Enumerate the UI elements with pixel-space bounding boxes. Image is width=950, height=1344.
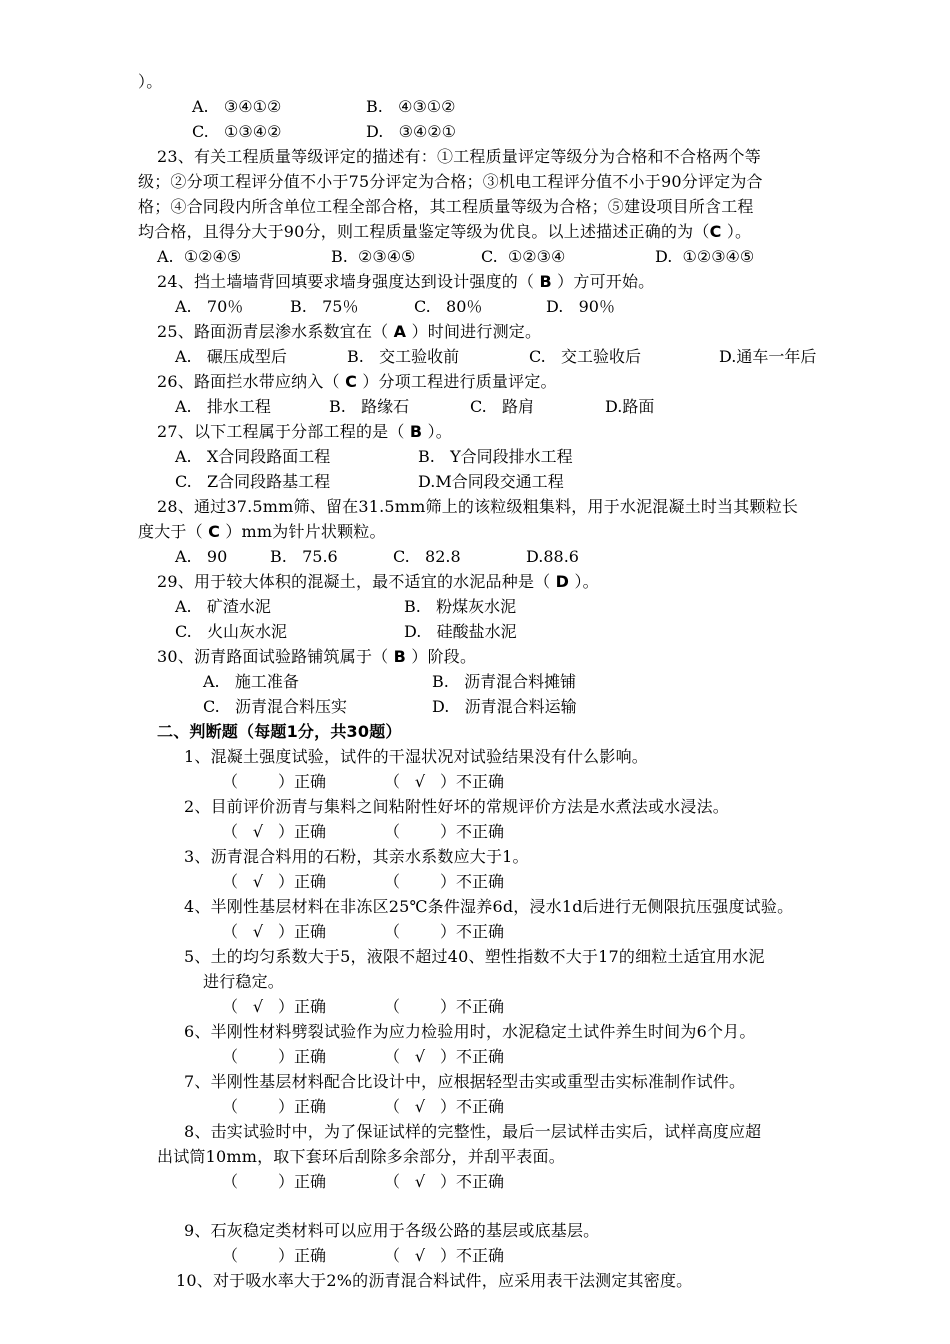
q23-line-4: 均合格，且得分大于90分，则工程质量鉴定等级为优良。以上述描述正确的为（C ）。 [138,222,752,241]
q25-option-d: D.通车一年后 [719,347,817,366]
q23-option-d: D. ①②③④⑤ [655,247,755,266]
judge-5-line-1: 5、土的均匀系数大于5，液限不超过40、塑性指数不大于17的细粒土适宜用水泥 [184,947,765,966]
judge-7-correct-choice: （ ）正确 [222,1097,327,1116]
judge-2-incorrect-choice: （ ）不正确 [384,822,505,841]
judge-8-line-2: 出试筒10mm，取下套环后刮除多余部分，并刮平表面。 [157,1147,565,1166]
judge-5-correct-mark: √ [252,997,264,1016]
q27-option-b: B. Y合同段排水工程 [418,447,573,466]
q23-line-3: 格；④合同段内所含单位工程全部合格，其工程质量等级为合格；⑤建设项目所含工程 [138,197,754,216]
q30-option-a: A. 施工准备 [203,672,299,691]
judge-6-incorrect-choice: （ √ ）不正确 [384,1045,504,1069]
q26-option-b: B. 路缘石 [329,397,410,416]
judge-3-correct-mark: √ [252,872,264,891]
q27-option-c: C. Z合同段路基工程 [175,472,331,491]
judge-6-incorrect-mark: √ [414,1047,426,1066]
q30-option-b: B. 沥青混合料摊铺 [432,672,577,691]
judge-1-incorrect-choice: （ √ ）不正确 [384,770,504,794]
judge-3-line-1: 3、沥青混合料用的石粉，其亲水系数应大于1。 [184,847,529,866]
judge-2-correct-choice: （ √ ）正确 [222,820,326,844]
q29-option-a: A. 矿渣水泥 [175,597,271,616]
q23-option-c: C. ①②③④ [481,247,566,266]
judge-5-correct-choice: （ √ ）正确 [222,995,326,1019]
judge-7-incorrect-choice: （ √ ）不正确 [384,1095,504,1119]
q26-option-d: D.路面 [605,397,655,416]
judge-9-correct-choice: （ ）正确 [222,1246,327,1265]
q22-option-a: A. ③④①② [192,97,282,116]
judge-2-line-1: 2、目前评价沥青与集料之间粘附性好坏的常规评价方法是水煮法或水浸法。 [184,797,729,816]
q24-option-d: D. 90％ [546,297,615,316]
q24-stem: 24、挡土墙墙背回填要求墙身强度达到设计强度的（ B ）方可开始。 [157,272,655,291]
q28-answer: C [208,522,221,541]
q24-answer: B [539,272,552,291]
q30-option-d: D. 沥青混合料运输 [432,697,577,716]
q30-stem: 30、沥青路面试验路铺筑属于（ B ）阶段。 [157,647,477,666]
q26-option-c: C. 路肩 [470,397,535,416]
q28-option-c: C. 82.8 [393,547,461,566]
q22-option-c: C. ①③④② [192,122,282,141]
judge-6-line-1: 6、半刚性材料劈裂试验作为应力检验用时，水泥稳定土试件养生时间为6个月。 [184,1022,756,1041]
q23-line-1: 23、有关工程质量等级评定的描述有：①工程质量评定等级分为合格和不合格两个等 [157,147,761,166]
judge-3-incorrect-choice: （ ）不正确 [384,872,505,891]
judge-4-correct-mark: √ [252,922,264,941]
q25-option-a: A. 碾压成型后 [175,347,287,366]
judge-6-correct-choice: （ ）正确 [222,1047,327,1066]
q29-option-c: C. 火山灰水泥 [175,622,288,641]
q28-option-a: A. 90 [175,547,228,566]
q22-option-d: D. ③④②① [366,122,456,141]
q29-answer: D [555,572,570,591]
q25-option-b: B. 交工验收前 [347,347,460,366]
judge-1-correct-choice: （ ）正确 [222,772,327,791]
judge-4-incorrect-choice: （ ）不正确 [384,922,505,941]
judge-5-line-2: 进行稳定。 [203,972,285,991]
judge-1-incorrect-mark: √ [414,772,426,791]
q30-answer: B [393,647,407,666]
q25-answer: A [393,322,407,341]
q28-line-2: 度大于（ C ）mm为针片状颗粒。 [138,522,386,541]
judge-4-correct-choice: （ √ ）正确 [222,920,326,944]
q29-stem: 29、用于较大体积的混凝土，最不适宜的水泥品种是（ D ）。 [157,572,599,591]
q23-option-b: B. ②③④⑤ [331,247,416,266]
q25-stem: 25、路面沥青层渗水系数宜在（ A ）时间进行测定。 [157,322,542,341]
q22-option-b: B. ④③①② [366,97,456,116]
judge-8-line-1: 8、击实试验时中，为了保证试样的完整性，最后一层试样击实后，试样高度应超 [184,1122,762,1141]
q29-option-b: B. 粉煤灰水泥 [404,597,517,616]
q28-line-1: 28、通过37.5mm筛、留在31.5mm筛上的该粒级粗集料，用于水泥混凝土时当其颗粒长 [157,497,799,516]
judge-9-incorrect-choice: （ √ ）不正确 [384,1244,504,1268]
judge-3-correct-choice: （ √ ）正确 [222,870,326,894]
judge-4-line-1: 4、半刚性基层材料在非冻区25℃条件湿养6d，浸水1d后进行无侧限抗压强度试验。 [184,897,794,916]
section-2-title: 二、判断题（每题1分，共30题） [157,722,402,741]
q27-option-a: A. X合同段路面工程 [175,447,331,466]
judge-10-line-1: 10、对于吸水率大于2%的沥青混合料试件，应采用表干法测定其密度。 [176,1271,693,1290]
q23-option-a: A. ①②④⑤ [157,247,242,266]
q22-tail: ）。 [138,72,163,91]
q23-answer: C [709,222,722,241]
judge-2-correct-mark: √ [252,822,264,841]
q28-option-b: B. 75.6 [270,547,338,566]
judge-8-incorrect-mark: √ [414,1172,426,1191]
judge-8-correct-choice: （ ）正确 [222,1172,327,1191]
q24-option-b: B. 75％ [290,297,359,316]
q25-option-c: C. 交工验收后 [529,347,642,366]
q26-stem: 26、路面拦水带应纳入（ C ）分项工程进行质量评定。 [157,372,557,391]
q26-answer: C [345,372,358,391]
q27-option-d: D.M合同段交通工程 [418,472,564,491]
q23-line-2: 级；②分项工程评分值不小于75分评定为合格；③机电工程评分值不小于90分评定为合 [138,172,763,191]
q24-option-a: A. 70％ [175,297,244,316]
judge-5-incorrect-choice: （ ）不正确 [384,997,505,1016]
q28-option-d: D.88.6 [526,547,579,566]
q27-stem: 27、以下工程属于分部工程的是（ B ）。 [157,422,452,441]
q30-option-c: C. 沥青混合料压实 [203,697,348,716]
judge-1-line-1: 1、混凝土强度试验，试件的干湿状况对试验结果没有什么影响。 [184,747,648,766]
judge-9-incorrect-mark: √ [414,1246,426,1265]
judge-7-incorrect-mark: √ [414,1097,426,1116]
q29-option-d: D. 硅酸盐水泥 [404,622,517,641]
q24-option-c: C. 80％ [414,297,483,316]
q27-answer: B [409,422,423,441]
judge-9-line-1: 9、石灰稳定类材料可以应用于各级公路的基层或底基层。 [184,1221,600,1240]
q26-option-a: A. 排水工程 [175,397,271,416]
judge-8-incorrect-choice: （ √ ）不正确 [384,1170,504,1194]
judge-7-line-1: 7、半刚性基层材料配合比设计中，应根据轻型击实或重型击实标准制作试件。 [184,1072,746,1091]
